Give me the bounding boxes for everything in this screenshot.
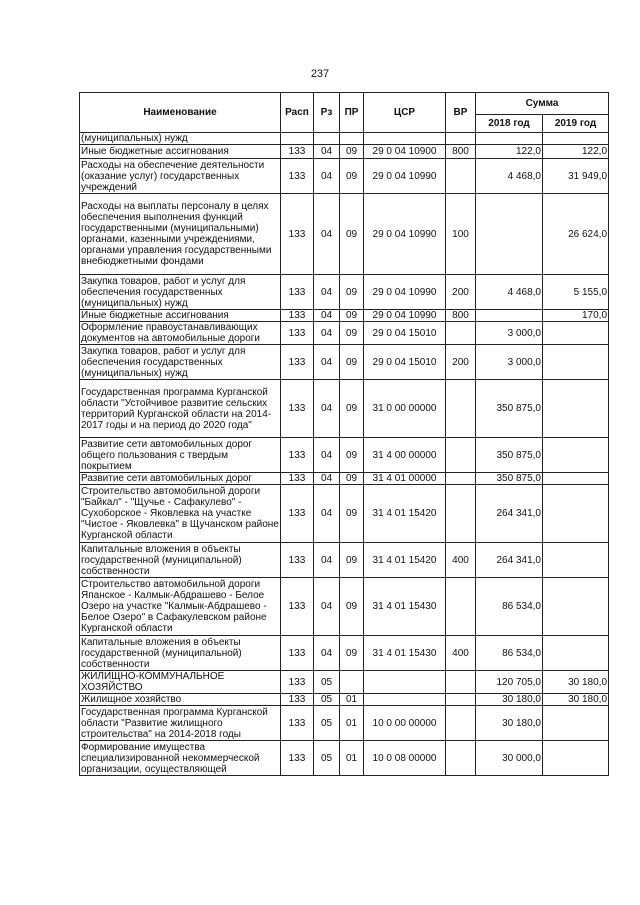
row-name: Оформление правоустанавливающих документов на автомобильные дороги xyxy=(80,322,281,345)
table-row xyxy=(80,543,609,578)
row-rasp: 133 xyxy=(281,194,314,275)
row-name: Развитие сети автомобильных дорог xyxy=(80,473,281,485)
row-vr xyxy=(446,706,476,741)
table-row xyxy=(80,380,609,438)
table-row xyxy=(80,706,609,741)
row-amount-2018: 30 180,0 xyxy=(476,694,543,706)
row-csr xyxy=(364,671,446,694)
row-rz: 04 xyxy=(314,322,340,345)
row-vr xyxy=(446,133,476,145)
table-row xyxy=(80,275,609,310)
row-rz: 04 xyxy=(314,636,340,671)
row-amount-2019: 31 949,0 xyxy=(543,159,609,194)
row-name: Капитальные вложения в объекты государственной (муниципальной) собственности xyxy=(80,543,281,578)
row-name: Жилищное хозяйство xyxy=(80,694,281,706)
row-amount-2019 xyxy=(543,438,609,473)
row-amount-2018 xyxy=(476,133,543,145)
header-rz: Рз xyxy=(314,93,340,133)
row-amount-2018: 3 000,0 xyxy=(476,322,543,345)
row-name: Формирование имущества специализированной некоммерческой организации, осуществляющей xyxy=(80,741,281,776)
row-amount-2018: 86 534,0 xyxy=(476,636,543,671)
row-pr: 09 xyxy=(340,636,364,671)
row-rasp: 133 xyxy=(281,438,314,473)
table-row xyxy=(80,194,609,275)
table-row xyxy=(80,636,609,671)
row-rz: 04 xyxy=(314,380,340,438)
row-vr: 400 xyxy=(446,636,476,671)
row-amount-2018: 30 000,0 xyxy=(476,741,543,776)
row-rasp: 133 xyxy=(281,322,314,345)
row-vr: 400 xyxy=(446,543,476,578)
row-vr xyxy=(446,741,476,776)
row-rz: 04 xyxy=(314,194,340,275)
row-amount-2018: 350 875,0 xyxy=(476,438,543,473)
row-pr: 09 xyxy=(340,438,364,473)
row-rz: 05 xyxy=(314,741,340,776)
table-row xyxy=(80,159,609,194)
row-rasp: 133 xyxy=(281,159,314,194)
row-amount-2018: 120 705,0 xyxy=(476,671,543,694)
row-amount-2018: 350 875,0 xyxy=(476,473,543,485)
row-pr xyxy=(340,671,364,694)
row-vr xyxy=(446,671,476,694)
row-pr: 01 xyxy=(340,706,364,741)
row-name: Расходы на обеспечение деятельности (оказание услуг) государственных учреждений xyxy=(80,159,281,194)
table-row xyxy=(80,438,609,473)
row-amount-2018: 3 000,0 xyxy=(476,345,543,380)
row-name: Строительство автомобильной дороги "Байкал" - "Щучье - Сафакулево" - Сухоборское - Яковлевка на участке "Чистое - Яковлевка" в Щучанском районе Курганской области xyxy=(81,486,279,541)
row-rz: 04 xyxy=(314,473,340,485)
row-amount-2019: 122,0 xyxy=(543,145,609,159)
row-rasp xyxy=(281,133,314,145)
row-pr: 09 xyxy=(340,275,364,310)
header-vr: ВР xyxy=(446,93,476,133)
row-amount-2019 xyxy=(543,578,609,636)
row-rasp: 133 xyxy=(281,380,314,438)
row-amount-2019 xyxy=(543,636,609,671)
row-name: Закупка товаров, работ и услуг для обеспечения государственных (муниципальных) нужд xyxy=(80,345,281,380)
row-pr: 09 xyxy=(340,485,364,543)
row-rasp: 133 xyxy=(281,145,314,159)
row-pr: 09 xyxy=(340,578,364,636)
row-rz: 04 xyxy=(314,145,340,159)
row-rz: 05 xyxy=(314,671,340,694)
row-name: Закупка товаров, работ и услуг для обеспечения государственных (муниципальных) нужд xyxy=(80,275,281,310)
row-amount-2019 xyxy=(543,322,609,345)
row-amount-2018: 30 180,0 xyxy=(476,706,543,741)
row-rz: 04 xyxy=(314,345,340,380)
row-amount-2019: 170,0 xyxy=(543,310,609,322)
row-rz: 05 xyxy=(314,694,340,706)
row-amount-2018: 4 468,0 xyxy=(476,159,543,194)
row-csr: 29 0 04 15010 xyxy=(364,322,446,345)
row-rz: 04 xyxy=(314,159,340,194)
row-vr: 800 xyxy=(446,145,476,159)
row-pr: 09 xyxy=(340,159,364,194)
row-pr: 01 xyxy=(340,694,364,706)
row-pr: 09 xyxy=(340,145,364,159)
table-row xyxy=(80,310,609,322)
row-amount-2019 xyxy=(543,133,609,145)
row-name: (муниципальных) нужд xyxy=(80,133,281,145)
row-vr xyxy=(446,380,476,438)
row-rasp: 133 xyxy=(281,345,314,380)
row-pr: 09 xyxy=(340,345,364,380)
row-rz: 04 xyxy=(314,578,340,636)
row-rasp: 133 xyxy=(281,694,314,706)
row-amount-2018 xyxy=(476,194,543,275)
row-amount-2019 xyxy=(543,543,609,578)
row-rz: 04 xyxy=(314,485,340,543)
row-amount-2019: 30 180,0 xyxy=(543,671,609,694)
row-csr: 31 4 01 15430 xyxy=(364,636,446,671)
row-vr xyxy=(446,159,476,194)
row-amount-2019 xyxy=(543,473,609,485)
table-row xyxy=(80,473,609,485)
row-rasp: 133 xyxy=(281,671,314,694)
table-row xyxy=(80,345,609,380)
row-csr: 31 4 01 15430 xyxy=(364,578,446,636)
row-amount-2018: 122,0 xyxy=(476,145,543,159)
table-row xyxy=(80,694,609,706)
row-csr: 29 0 04 10900 xyxy=(364,145,446,159)
row-pr: 09 xyxy=(340,543,364,578)
row-csr: 29 0 04 10990 xyxy=(364,275,446,310)
row-vr: 800 xyxy=(446,310,476,322)
row-amount-2018 xyxy=(476,310,543,322)
row-pr: 01 xyxy=(340,741,364,776)
row-csr: 31 4 01 15420 xyxy=(364,543,446,578)
row-rasp: 133 xyxy=(281,706,314,741)
row-vr xyxy=(446,578,476,636)
row-amount-2019: 30 180,0 xyxy=(543,694,609,706)
table-row xyxy=(80,133,609,145)
row-rz xyxy=(314,133,340,145)
row-csr: 29 0 04 10990 xyxy=(364,310,446,322)
row-amount-2019 xyxy=(543,380,609,438)
row-amount-2019: 26 624,0 xyxy=(543,194,609,275)
row-amount-2018: 4 468,0 xyxy=(476,275,543,310)
row-name: Иные бюджетные ассигнования xyxy=(80,145,281,159)
row-amount-2019 xyxy=(543,345,609,380)
row-rz: 05 xyxy=(314,706,340,741)
row-vr: 200 xyxy=(446,345,476,380)
header-2018: 2018 год xyxy=(476,115,543,133)
row-rz: 04 xyxy=(314,310,340,322)
row-csr: 31 4 00 00000 xyxy=(364,438,446,473)
row-amount-2019 xyxy=(543,741,609,776)
row-rasp: 133 xyxy=(281,485,314,543)
row-csr: 29 0 04 15010 xyxy=(364,345,446,380)
table-row xyxy=(80,578,609,636)
row-rz: 04 xyxy=(314,543,340,578)
row-amount-2018: 264 341,0 xyxy=(476,543,543,578)
table-header-row xyxy=(80,93,609,115)
row-vr xyxy=(446,322,476,345)
row-name: Государственная программа Курганской области "Устойчивое развитие сельских территорий Курганской области на 2014-2017 годы и на период до 2020 года" xyxy=(80,380,281,438)
table-row xyxy=(80,741,609,776)
row-name: Развитие сети автомобильных дорог общего пользования с твердым покрытием xyxy=(80,438,281,473)
row-rz: 04 xyxy=(314,438,340,473)
table-body xyxy=(80,133,609,776)
page-number: 237 xyxy=(310,68,330,80)
row-pr: 09 xyxy=(340,322,364,345)
row-rasp: 133 xyxy=(281,741,314,776)
table-row xyxy=(80,671,609,694)
row-pr: 09 xyxy=(340,310,364,322)
row-amount-2018: 264 341,0 xyxy=(476,485,543,543)
row-csr: 31 4 01 15420 xyxy=(364,485,446,543)
row-pr xyxy=(340,133,364,145)
row-name: Строительство автомобильной дороги Япанское - Калмык-Абдрашево - Белое Озеро на участке "Калмык-Абдрашево - Белое Озеро" в Сафакулевском районе Курганской области xyxy=(80,578,281,636)
row-vr: 100 xyxy=(446,194,476,275)
row-amount-2019 xyxy=(543,706,609,741)
header-csr: ЦСР xyxy=(364,93,446,133)
row-csr xyxy=(364,133,446,145)
row-amount-2019 xyxy=(543,485,609,543)
row-name: Капитальные вложения в объекты государственной (муниципальной) собственности xyxy=(80,636,281,671)
row-rasp: 133 xyxy=(281,473,314,485)
table-row xyxy=(80,485,609,543)
row-name: ЖИЛИЩНО-КОММУНАЛЬНОЕ ХОЗЯЙСТВО xyxy=(80,671,281,694)
row-csr: 10 0 08 00000 xyxy=(364,741,446,776)
row-vr xyxy=(446,473,476,485)
row-rz: 04 xyxy=(314,275,340,310)
row-vr xyxy=(446,694,476,706)
table-row xyxy=(80,322,609,345)
row-pr: 09 xyxy=(340,473,364,485)
row-amount-2018: 350 875,0 xyxy=(476,380,543,438)
row-rasp: 133 xyxy=(281,578,314,636)
row-pr: 09 xyxy=(340,194,364,275)
header-pr: ПР xyxy=(340,93,364,133)
row-pr: 09 xyxy=(340,380,364,438)
row-name: Расходы на выплаты персоналу в целях обеспечения выполнения функций государственными (муниципальными) органами, казенными учреждениями, органами управления государственными внебюджетными фондами xyxy=(80,194,281,275)
row-csr xyxy=(364,694,446,706)
row-vr xyxy=(446,485,476,543)
header-2019: 2019 год xyxy=(543,115,609,133)
row-rasp: 133 xyxy=(281,543,314,578)
row-csr: 31 0 00 00000 xyxy=(364,380,446,438)
header-rasp: Расп xyxy=(281,93,314,133)
row-rasp: 133 xyxy=(281,275,314,310)
row-name: Иные бюджетные ассигнования xyxy=(80,310,281,322)
row-vr xyxy=(446,438,476,473)
row-csr: 10 0 00 00000 xyxy=(364,706,446,741)
row-csr: 31 4 01 00000 xyxy=(364,473,446,485)
table-row xyxy=(80,145,609,159)
row-rasp: 133 xyxy=(281,636,314,671)
row-amount-2018: 86 534,0 xyxy=(476,578,543,636)
row-csr: 29 0 04 10990 xyxy=(364,159,446,194)
header-sum: Сумма xyxy=(476,93,609,115)
row-csr: 29 0 04 10990 xyxy=(364,194,446,275)
row-rasp: 133 xyxy=(281,310,314,322)
row-name: Государственная программа Курганской области "Развитие жилищного строительства" на 2014-2018 годы xyxy=(80,706,281,741)
row-vr: 200 xyxy=(446,275,476,310)
row-amount-2019: 5 155,0 xyxy=(543,275,609,310)
budget-table xyxy=(79,92,609,776)
header-name: Наименование xyxy=(80,93,281,133)
